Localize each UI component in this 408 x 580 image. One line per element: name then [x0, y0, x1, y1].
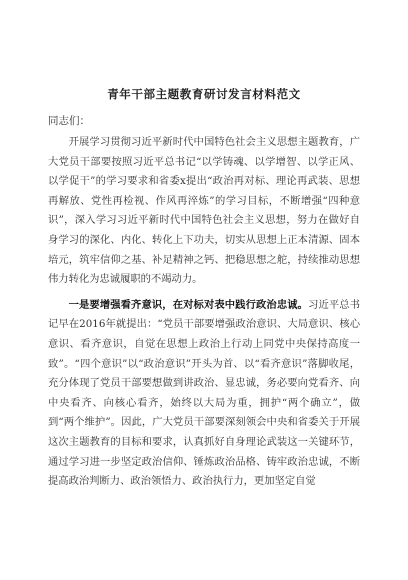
paragraph-text: 开展学习贯彻习近平新时代中国特色社会主义思想主题教育，广大党员干部要按照习近平总书记“以学铸魂、以学增智、以学正风、以学促干”的学习要求和省委x提出“政治再对标、理论再武装、思想再解放、党性再检视、作风再淬炼”的学习目标，不断增强“四种意识”，深入学习习近平新时代中国特色社会主义思想，努力在做好自身学习的深化、内化、转化上下功夫，切实从思想上正本清源、固本培元，筑牢信仰之基、补足精神之钙、把稳思想之舵，持续推动思想伟力转化为忠诚履职的不竭动力。	[48, 136, 360, 286]
greeting: 同志们：	[48, 115, 90, 127]
paragraph-lead: 一是要增强看齐意识，在对标对表中践行政治忠诚。	[68, 298, 309, 311]
paragraph-text: 习近平总书记早在2016年就提出：“党员干部要增强政治意识、大局意识、核心意识、看齐意识，自觉在思想上政治上行动上同党中央保持高度一致”。“四个意识”以“政治意识”开头为首、以“看齐意识”落脚收尾，充分体现了党员干部要想做到讲政治、显忠诚，务必要向党看齐、向中央看齐、向核心看齐，始终以大局为重，拥护“两个确立”，做到“两个维护”。因此，广大党员干部要深刻领会中央和省委关于开展这次主题教育的目标和要求，认真抓好自身理论武装这一关键环节，通过学习进一步坚定政治信仰、锤炼政治品格、铸牢政治忠诚，不断提高政治判断力、政治领悟力、政治执行力，更加坚定自觉	[48, 298, 361, 488]
document-title: 青年干部主题教育研讨发言材料范文	[107, 87, 301, 101]
paragraph	[48, 296, 360, 492]
document-body	[48, 133, 360, 492]
paragraph	[48, 133, 360, 290]
